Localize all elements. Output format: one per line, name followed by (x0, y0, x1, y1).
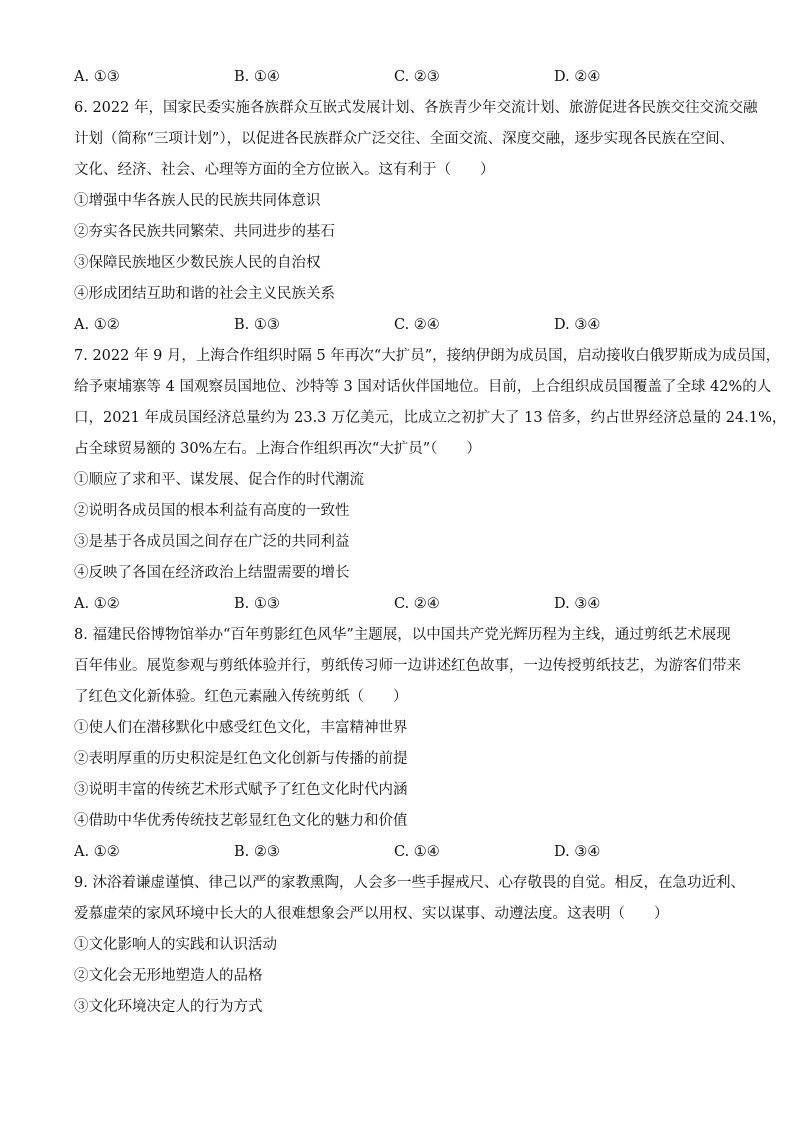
q7-choices (74, 589, 734, 620)
q8-choice-d[interactable]: D. ③④ (554, 844, 601, 860)
q8-stem-line-3: 了红色文化新体验。红色元素融入传统剪纸（ ） (74, 689, 408, 705)
q7-stem-line-2: 给予柬埔寨等 4 国观察员国地位、沙特等 3 国对话伙伴国地位。目前，上合组织成员国覆盖了全球 42%的人 (74, 379, 772, 395)
question-8 (74, 620, 741, 868)
q8-option-4: ④借助中华优秀传统技艺彰显红色文化的魅力和价值 (74, 813, 408, 829)
question-9 (74, 868, 745, 1023)
q7-stem-line-4: 占全球贸易额的 30%左右。上海合作组织再次“大扩员”（ ） (74, 441, 481, 457)
q5-choices (74, 62, 734, 93)
q8-option-1: ①使人们在潜移默化中感受红色文化，丰富精神世界 (74, 720, 408, 736)
q6-choice-d[interactable]: D. ③④ (554, 317, 601, 333)
q8-choices (74, 837, 734, 868)
q6-option-1: ①增强中华各族人民的民族共同体意识 (74, 193, 321, 209)
q6-choice-a[interactable]: A. ①② (74, 317, 120, 333)
q8-choice-c[interactable]: C. ①④ (394, 844, 440, 860)
q8-option-2: ②表明厚重的历史积淀是红色文化创新与传播的前提 (74, 751, 408, 767)
q8-stem-line-2: 百年伟业。展览参观与剪纸体验并行，剪纸传习师一边讲述红色故事，一边传授剪纸技艺，为游客们带来 (74, 658, 741, 674)
q7-option-3: ③是基于各成员国之间存在广泛的共同利益 (74, 534, 350, 550)
q6-choices (74, 310, 734, 341)
q5-choice-b[interactable]: B. ①④ (234, 69, 280, 85)
q5-choice-a[interactable]: A. ①③ (74, 69, 120, 85)
q9-option-2: ②文化会无形地塑造人的品格 (74, 968, 263, 984)
q8-choice-a[interactable]: A. ①② (74, 844, 120, 860)
q6-stem-line-2: 计划（简称“三项计划”），以促进各民族群众广泛交往、全面交流、深度交融，逐步实现各民族在空间、 (74, 131, 735, 147)
q5-choice-d[interactable]: D. ②④ (554, 69, 601, 85)
q7-stem-line-3: 口，2021 年成员国经济总量约为 23.3 万亿美元，比成立之初扩大了 13 倍多，约占世界经济总量的 24.1%， (74, 410, 787, 426)
q6-stem-line-1: 6. 2022 年，国家民委实施各族群众互嵌式发展计划、各族青少年交流计划、旅游促进各民族交往交流交融 (74, 100, 758, 116)
q5-choice-c[interactable]: C. ②③ (394, 69, 440, 85)
q8-choice-b[interactable]: B. ②③ (234, 844, 280, 860)
question-6 (74, 93, 758, 341)
q6-option-4: ④形成团结互助和谐的社会主义民族关系 (74, 286, 335, 302)
q6-choice-c[interactable]: C. ②④ (394, 317, 440, 333)
q9-stem-line-1: 9. 沐浴着谦虚谨慎、律己以严的家教熏陶，人会多一些手握戒尺、心存敬畏的自觉。相反，在急功近利、 (74, 875, 745, 891)
q6-choice-b[interactable]: B. ①③ (234, 317, 280, 333)
q6-option-2: ②夯实各民族共同繁荣、共同进步的基石 (74, 224, 335, 240)
q9-option-3: ③文化环境决定人的行为方式 (74, 999, 263, 1015)
q6-option-3: ③保障民族地区少数民族人民的自治权 (74, 255, 321, 271)
q7-stem-line-1: 7. 2022 年 9 月，上海合作组织时隔 5 年再次“大扩员”，接纳伊朗为成员国，启动接收白俄罗斯成为成员国， (74, 348, 781, 364)
q8-option-3: ③说明丰富的传统艺术形式赋予了红色文化时代内涵 (74, 782, 408, 798)
q7-choice-a[interactable]: A. ①② (74, 596, 120, 612)
question-7 (74, 341, 787, 620)
q7-option-2: ②说明各成员国的根本利益有高度的一致性 (74, 503, 350, 519)
exam-page (74, 62, 787, 1023)
q6-stem-line-3: 文化、经济、社会、心理等方面的全方位嵌入。这有利于（ ） (74, 162, 495, 178)
q7-option-4: ④反映了各国在经济政治上结盟需要的增长 (74, 565, 350, 581)
q7-choice-b[interactable]: B. ①③ (234, 596, 280, 612)
q8-stem-line-1: 8. 福建民俗博物馆举办“百年剪影红色风华”主题展，以中国共产党光辉历程为主线，通过剪纸艺术展现 (74, 627, 731, 643)
q7-option-1: ①顺应了求和平、谋发展、促合作的时代潮流 (74, 472, 364, 488)
q7-choice-c[interactable]: C. ②④ (394, 596, 440, 612)
q9-option-1: ①文化影响人的实践和认识活动 (74, 937, 277, 953)
q9-stem-line-2: 爱慕虚荣的家风环境中长大的人很难想象会严以用权、实以谋事、动遵法度。这表明（ ） (74, 906, 669, 922)
q7-choice-d[interactable]: D. ③④ (554, 596, 601, 612)
